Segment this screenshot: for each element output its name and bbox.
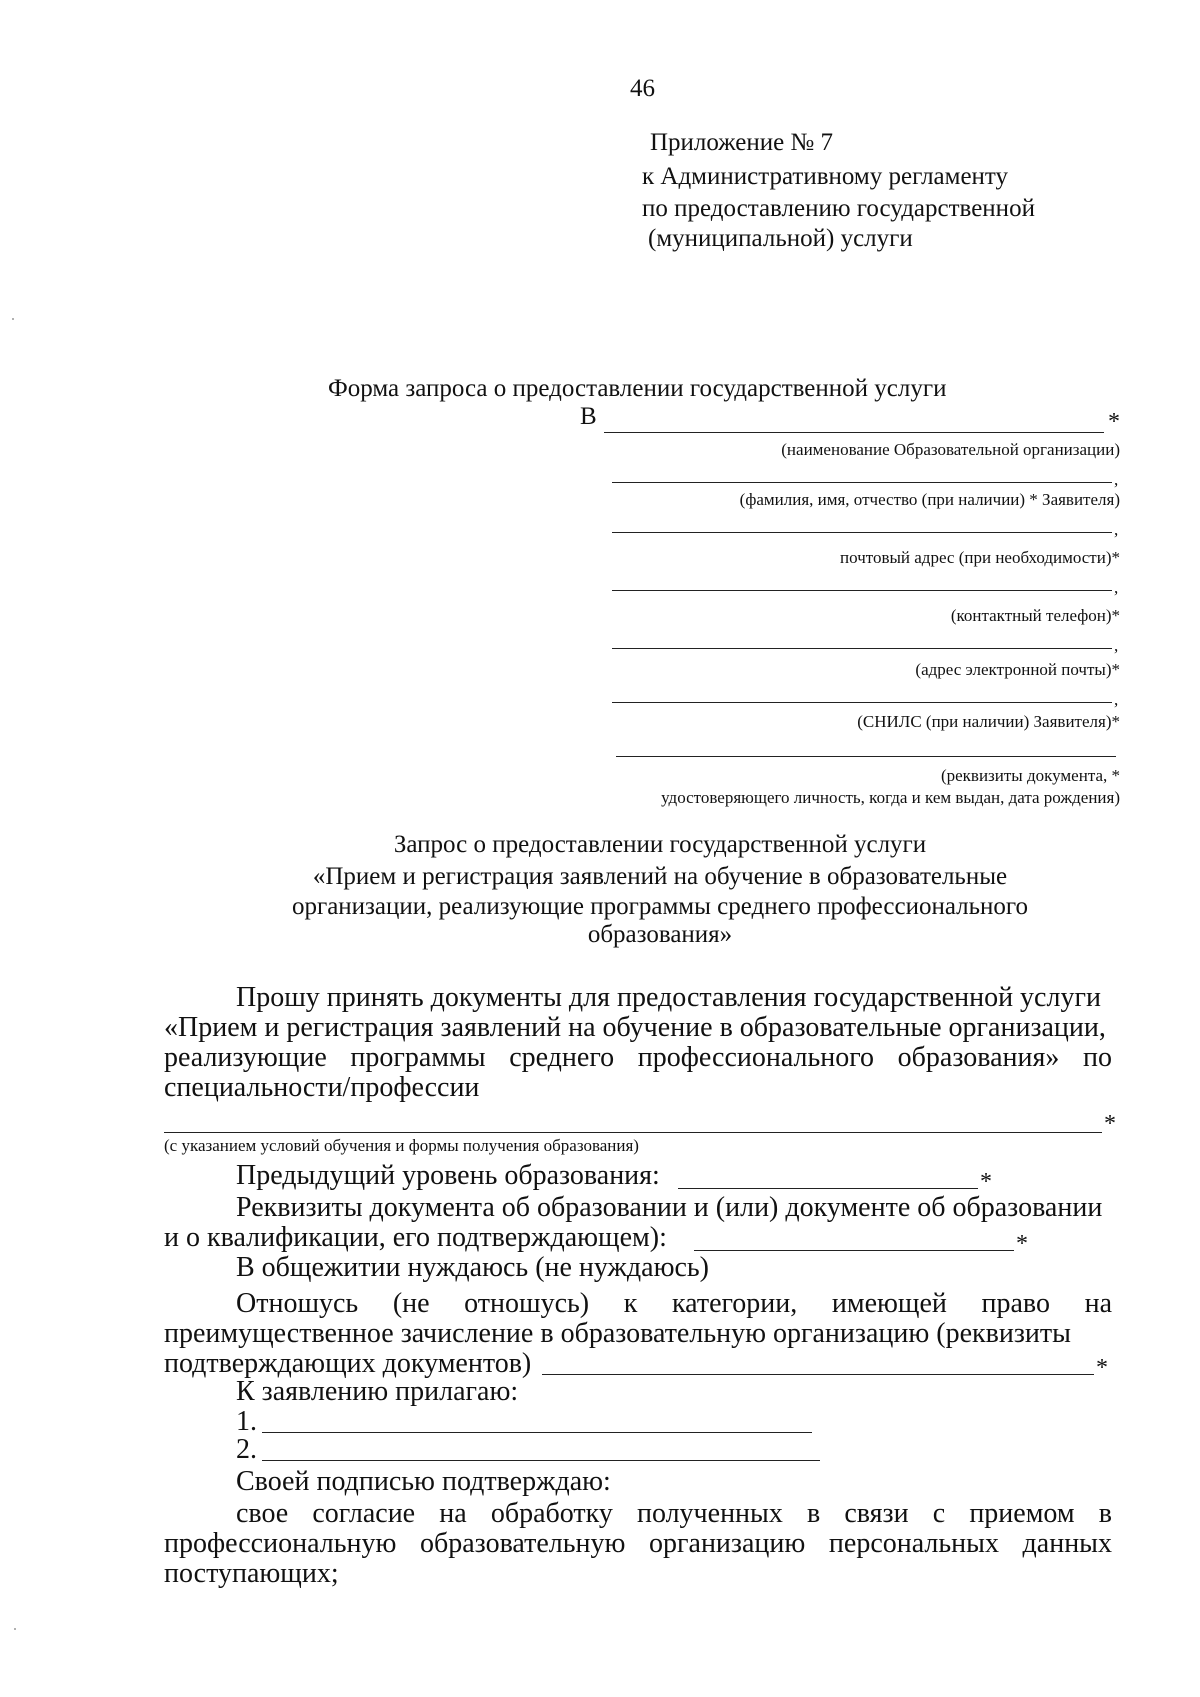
request-title-line-3: организации, реализующие программы среднего профессионального — [291, 893, 1029, 920]
priority-line-3: подтверждающих документов) — [164, 1348, 532, 1379]
prev-level-label: Предыдущий уровень образования: — [236, 1160, 660, 1191]
to-prefix: В — [580, 403, 597, 430]
required-star: * — [1108, 409, 1120, 435]
id-doc-line[interactable] — [616, 756, 1116, 757]
appendix-line-4: (муниципальной) услуги — [648, 225, 913, 252]
id-doc-caption-2: удостоверяющего личность, когда и кем выдан, дата рождения) — [661, 788, 1120, 807]
required-star: * — [980, 1169, 992, 1195]
dorm-text: В общежитии нуждаюсь (не нуждаюсь) — [236, 1252, 710, 1283]
appendix-line-1: Приложение № 7 — [650, 129, 834, 156]
request-title-line-1: Запрос о предоставлении государственной услуги — [393, 831, 927, 858]
page-number: 46 — [630, 75, 655, 102]
scan-artifact — [14, 1628, 16, 1630]
specialty-line[interactable] — [164, 1132, 1102, 1133]
required-star: * — [1016, 1231, 1028, 1257]
priority-docs-line[interactable] — [542, 1374, 1094, 1375]
consent-line-2: профессиональную образовательную организацию персональных данных — [164, 1528, 1112, 1559]
body-p1-line-4: специальности/профессии — [164, 1072, 480, 1103]
appendix-line-3: по предоставлению государственной — [642, 195, 1035, 222]
consent-line-1: свое согласие на обработку полученных в связи с приемом в — [236, 1498, 1112, 1529]
conditions-caption: (с указанием условий обучения и формы получения образования) — [164, 1136, 639, 1155]
fio-caption: (фамилия, имя, отчество (при наличии) * Заявителя) — [739, 490, 1120, 509]
email-caption: (адрес электронной почты)* — [915, 660, 1120, 679]
id-doc-caption-1: (реквизиты документа, * — [940, 766, 1120, 785]
prev-level-line[interactable] — [678, 1188, 978, 1189]
fio-line[interactable] — [612, 482, 1112, 483]
attach-item-2-line[interactable] — [262, 1460, 820, 1461]
request-title-line-4: образования» — [587, 921, 733, 948]
form-title: Форма запроса о предоставлении государственной услуги — [328, 375, 947, 402]
appendix-line-2: к Административному регламенту — [642, 163, 1009, 190]
body-p1-line-2: «Прием и регистрация заявлений на обучение в образовательные организации, — [164, 1012, 1106, 1043]
comma: , — [1114, 636, 1119, 655]
body-p1-line-1: Прошу принять документы для предоставления государственной услуги — [236, 982, 1101, 1013]
attach-item-2: 2. — [236, 1434, 257, 1465]
attach-item-1-line[interactable] — [262, 1432, 812, 1433]
priority-line-2: преимущественное зачисление в образовательную организацию (реквизиты — [164, 1318, 1071, 1349]
email-line[interactable] — [612, 648, 1112, 649]
consent-line-3: поступающих; — [164, 1558, 339, 1589]
snils-caption: (СНИЛС (при наличии) Заявителя)* — [857, 712, 1120, 731]
phone-caption: (контактный телефон)* — [950, 606, 1120, 625]
postal-line[interactable] — [612, 532, 1112, 533]
comma: , — [1114, 520, 1119, 539]
phone-line[interactable] — [612, 590, 1112, 591]
scan-artifact — [12, 318, 14, 320]
edu-doc-line[interactable] — [694, 1250, 1014, 1251]
attach-label: К заявлению прилагаю: — [236, 1376, 519, 1407]
comma: , — [1114, 578, 1119, 597]
request-title-line-2: «Прием и регистрация заявлений на обучение в образовательные — [312, 863, 1008, 890]
sign-confirm: Своей подписью подтверждаю: — [236, 1466, 611, 1497]
priority-line-1: Отношусь (не отношусь) к категории, имеющей право на — [236, 1288, 1112, 1319]
required-star: * — [1104, 1111, 1116, 1137]
org-name-caption: (наименование Образовательной организации) — [781, 440, 1120, 459]
body-p1-line-3: реализующие программы среднего профессионального образования» по — [164, 1042, 1112, 1073]
comma: , — [1114, 690, 1119, 709]
edu-doc-line-1: Реквизиты документа об образовании и (или) документе об образовании — [236, 1192, 1103, 1223]
attach-item-1: 1. — [236, 1406, 257, 1437]
comma: , — [1114, 470, 1119, 489]
postal-caption: почтовый адрес (при необходимости)* — [840, 548, 1120, 567]
org-name-line[interactable] — [604, 432, 1104, 433]
snils-line[interactable] — [612, 702, 1112, 703]
edu-doc-line-2: и о квалификации, его подтверждающем): — [164, 1222, 667, 1253]
required-star: * — [1096, 1355, 1108, 1381]
